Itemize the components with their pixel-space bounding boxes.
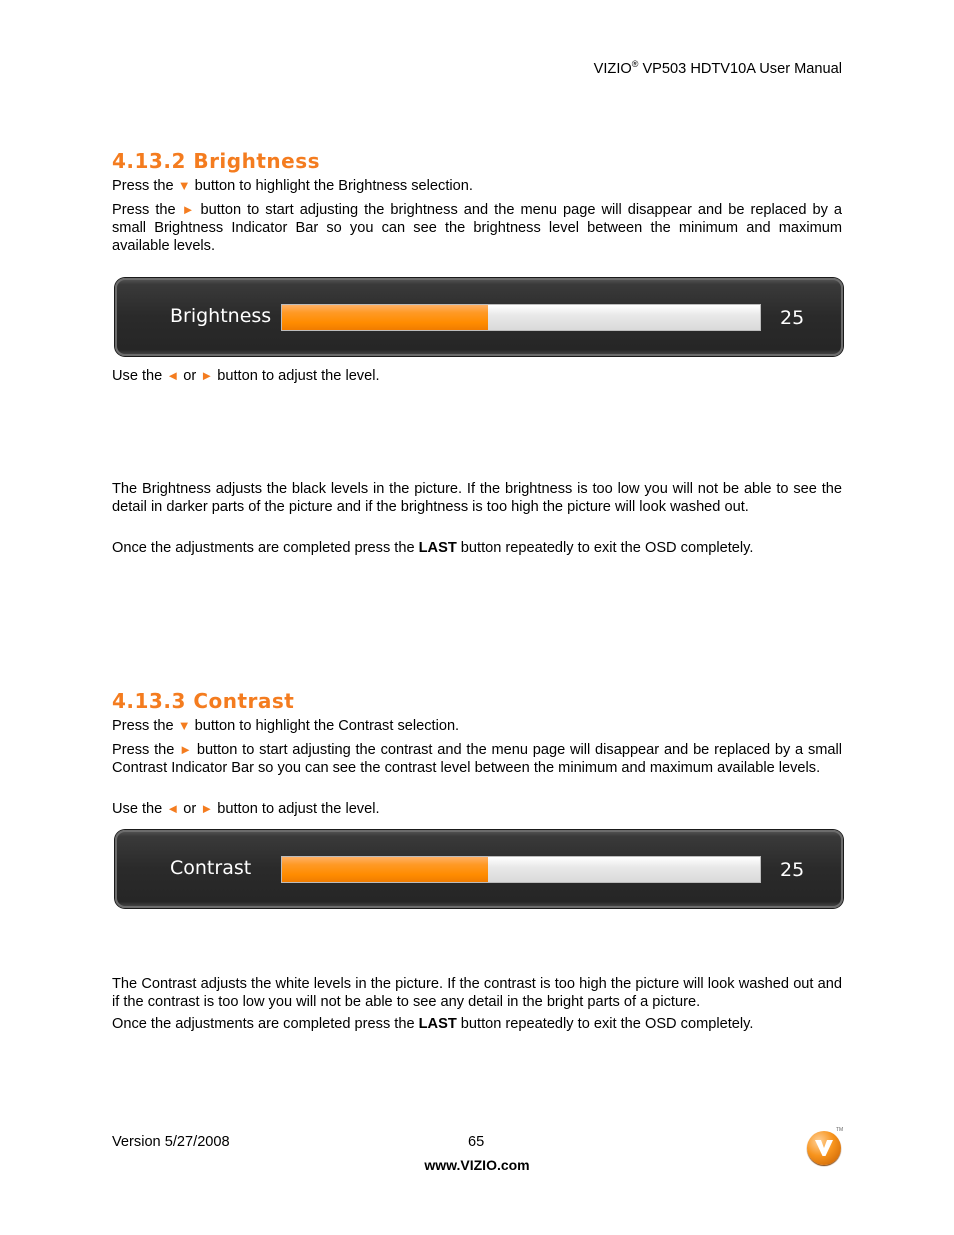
text: Use the xyxy=(112,801,167,817)
text: Press the xyxy=(112,742,180,758)
text: button to adjust the level. xyxy=(213,368,380,384)
contrast-indicator-bar xyxy=(115,830,843,908)
manual-title: VP503 HDTV10A User Manual xyxy=(638,61,842,77)
brightness-instruction-1 xyxy=(112,177,842,195)
osd-value: 25 xyxy=(780,307,805,329)
text: Press the xyxy=(112,718,178,734)
trademark-mark: TM xyxy=(836,1127,844,1133)
last-button-label: LAST xyxy=(418,540,457,556)
footer-url: www.VIZIO.com xyxy=(424,1157,530,1173)
osd-value: 25 xyxy=(780,859,805,881)
text: Once the adjustments are completed press the xyxy=(112,540,419,556)
logo-v-shape xyxy=(814,1139,834,1157)
text: button repeatedly to exit the OSD completely. xyxy=(456,1016,754,1032)
brightness-instruction-2 xyxy=(112,201,842,255)
last-button-label: LAST xyxy=(418,1016,457,1032)
osd-label: Brightness xyxy=(170,305,272,327)
osd-level-fill xyxy=(282,305,488,330)
down-arrow-icon: ▼ xyxy=(177,178,191,193)
right-arrow-icon: ► xyxy=(200,368,214,383)
footer-version: Version 5/27/2008 xyxy=(112,1134,230,1150)
contrast-instruction-2 xyxy=(112,741,842,777)
contrast-instruction-3 xyxy=(112,800,842,818)
right-arrow-icon: ► xyxy=(181,202,195,217)
text: button to adjust the level. xyxy=(213,801,380,817)
left-arrow-icon: ◄ xyxy=(166,801,180,816)
brightness-exit-note xyxy=(112,539,842,557)
contrast-description: The Contrast adjusts the white levels in the picture. If the contrast is too high the picture will look washed out and if the contrast is too low you will not be able to see any detail in the bright parts of a picture. xyxy=(112,976,842,1010)
text: or xyxy=(179,368,201,384)
section-heading-contrast: 4.13.3 Contrast xyxy=(112,689,295,713)
brightness-instruction-3 xyxy=(112,367,842,385)
text: button repeatedly to exit the OSD completely. xyxy=(456,540,754,556)
text: Press the xyxy=(112,202,182,218)
left-arrow-icon: ◄ xyxy=(166,368,180,383)
text: Press the xyxy=(112,178,178,194)
brightness-indicator-bar xyxy=(115,278,843,356)
page-header xyxy=(594,60,842,78)
text: Use the xyxy=(112,368,167,384)
registered-mark: ® xyxy=(631,59,639,70)
osd-level-fill xyxy=(282,857,488,882)
text: Once the adjustments are completed press the xyxy=(112,1016,419,1032)
right-arrow-icon: ► xyxy=(200,801,214,816)
text: button to highlight the Contrast selection. xyxy=(190,718,460,734)
brand-name: VIZIO xyxy=(593,61,632,77)
brightness-description: The Brightness adjusts the black levels in the picture. If the brightness is too low you will not be able to see the detail in darker parts of the picture and if the brightness is too high the picture will look washed out. xyxy=(112,481,842,515)
page-number: 65 xyxy=(468,1134,485,1150)
text: button to highlight the Brightness selection. xyxy=(190,178,473,194)
osd-label: Contrast xyxy=(170,857,252,879)
text: or xyxy=(179,801,201,817)
text: button to start adjusting the brightness and the menu page will disappear and be replaced by a small Brightness Indicator Bar so you can see the brightness level between the minimum and maximum available levels. xyxy=(112,202,842,254)
osd-level-track xyxy=(281,304,761,331)
down-arrow-icon: ▼ xyxy=(177,718,191,733)
text: button to start adjusting the contrast and the menu page will disappear and be replaced by a small Contrast Indicator Bar so you can see the contrast level between the minimum and maximum available levels. xyxy=(112,742,842,776)
section-heading-brightness: 4.13.2 Brightness xyxy=(112,149,321,173)
contrast-exit-note xyxy=(112,1015,842,1033)
vizio-logo-icon xyxy=(807,1131,841,1165)
contrast-instruction-1 xyxy=(112,717,842,735)
right-arrow-icon: ► xyxy=(179,742,193,757)
osd-level-track xyxy=(281,856,761,883)
